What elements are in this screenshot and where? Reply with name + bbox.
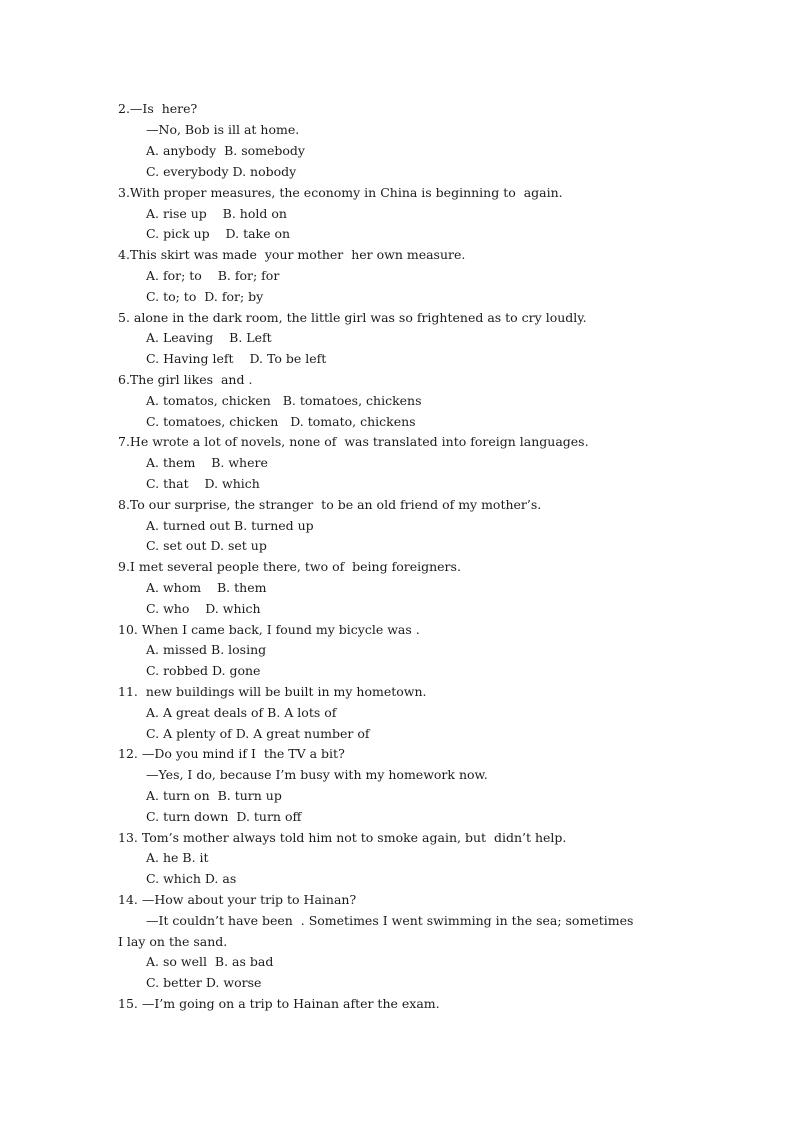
options-line: A. Leaving B. Left xyxy=(146,330,272,345)
options-line: A. missed B. losing xyxy=(146,642,267,657)
options-line: A. whom B. them xyxy=(146,580,267,595)
options-line: A. tomatos, chicken B. tomatoes, chickens xyxy=(146,393,422,408)
continuation-line: I lay on the sand. xyxy=(118,934,228,949)
options-line: C. who D. which xyxy=(146,601,261,616)
options-line: C. turn down D. turn off xyxy=(146,809,302,824)
options-line: C. that D. which xyxy=(146,476,260,491)
options-line: A. them B. where xyxy=(146,455,268,470)
question-4: 4.This skirt was made your mother her own measure. xyxy=(118,247,466,262)
options-line: C. set out D. set up xyxy=(146,538,267,553)
question-5: 5. alone in the dark room, the little girl was so frightened as to cry loudly. xyxy=(118,310,587,325)
options-line: C. everybody D. nobody xyxy=(146,164,297,179)
options-line: C. robbed D. gone xyxy=(146,663,261,678)
question-10: 10. When I came back, I found my bicycle was . xyxy=(118,622,420,637)
options-line: A. turn on B. turn up xyxy=(146,788,282,803)
options-line: A. so well B. as bad xyxy=(146,954,274,969)
question-9: 9.I met several people there, two of being foreigners. xyxy=(118,559,461,574)
options-line: A. rise up B. hold on xyxy=(146,206,287,221)
options-line: C. pick up D. take on xyxy=(146,226,291,241)
options-line: C. to; to D. for; by xyxy=(146,289,264,304)
question-7: 7.He wrote a lot of novels, none of was translated into foreign languages. xyxy=(118,434,589,449)
question-3: 3.With proper measures, the economy in China is beginning to again. xyxy=(118,185,563,200)
question-14: 14. —How about your trip to Hainan? xyxy=(118,892,357,907)
options-line: C. Having left D. To be left xyxy=(146,351,327,366)
dialogue-line: —It couldn’t have been . Sometimes I went swimming in the sea; sometimes xyxy=(146,913,634,928)
question-2: 2.—Is here? xyxy=(118,101,198,116)
options-line: C. tomatoes, chicken D. tomato, chickens xyxy=(146,414,416,429)
options-line: A. he B. it xyxy=(146,850,209,865)
options-line: C. which D. as xyxy=(146,871,237,886)
options-line: A. for; to B. for; for xyxy=(146,268,280,283)
question-12: 12. —Do you mind if I the TV a bit? xyxy=(118,746,345,761)
options-line: A. A great deals of B. A lots of xyxy=(146,705,337,720)
options-line: A. anybody B. somebody xyxy=(146,143,305,158)
dialogue-line: —No, Bob is ill at home. xyxy=(146,122,300,137)
options-line: C. better D. worse xyxy=(146,975,262,990)
question-8: 8.To our surprise, the stranger to be an old friend of my mother’s. xyxy=(118,497,542,512)
options-line: C. A plenty of D. A great number of xyxy=(146,726,370,741)
question-15: 15. —I’m going on a trip to Hainan after the exam. xyxy=(118,996,440,1011)
question-11: 11. new buildings will be built in my hometown. xyxy=(118,684,427,699)
question-13: 13. Tom’s mother always told him not to smoke again, but didn’t help. xyxy=(118,830,567,845)
options-line: A. turned out B. turned up xyxy=(146,518,314,533)
question-6: 6.The girl likes and . xyxy=(118,372,253,387)
dialogue-line: —Yes, I do, because I’m busy with my homework now. xyxy=(146,767,488,782)
